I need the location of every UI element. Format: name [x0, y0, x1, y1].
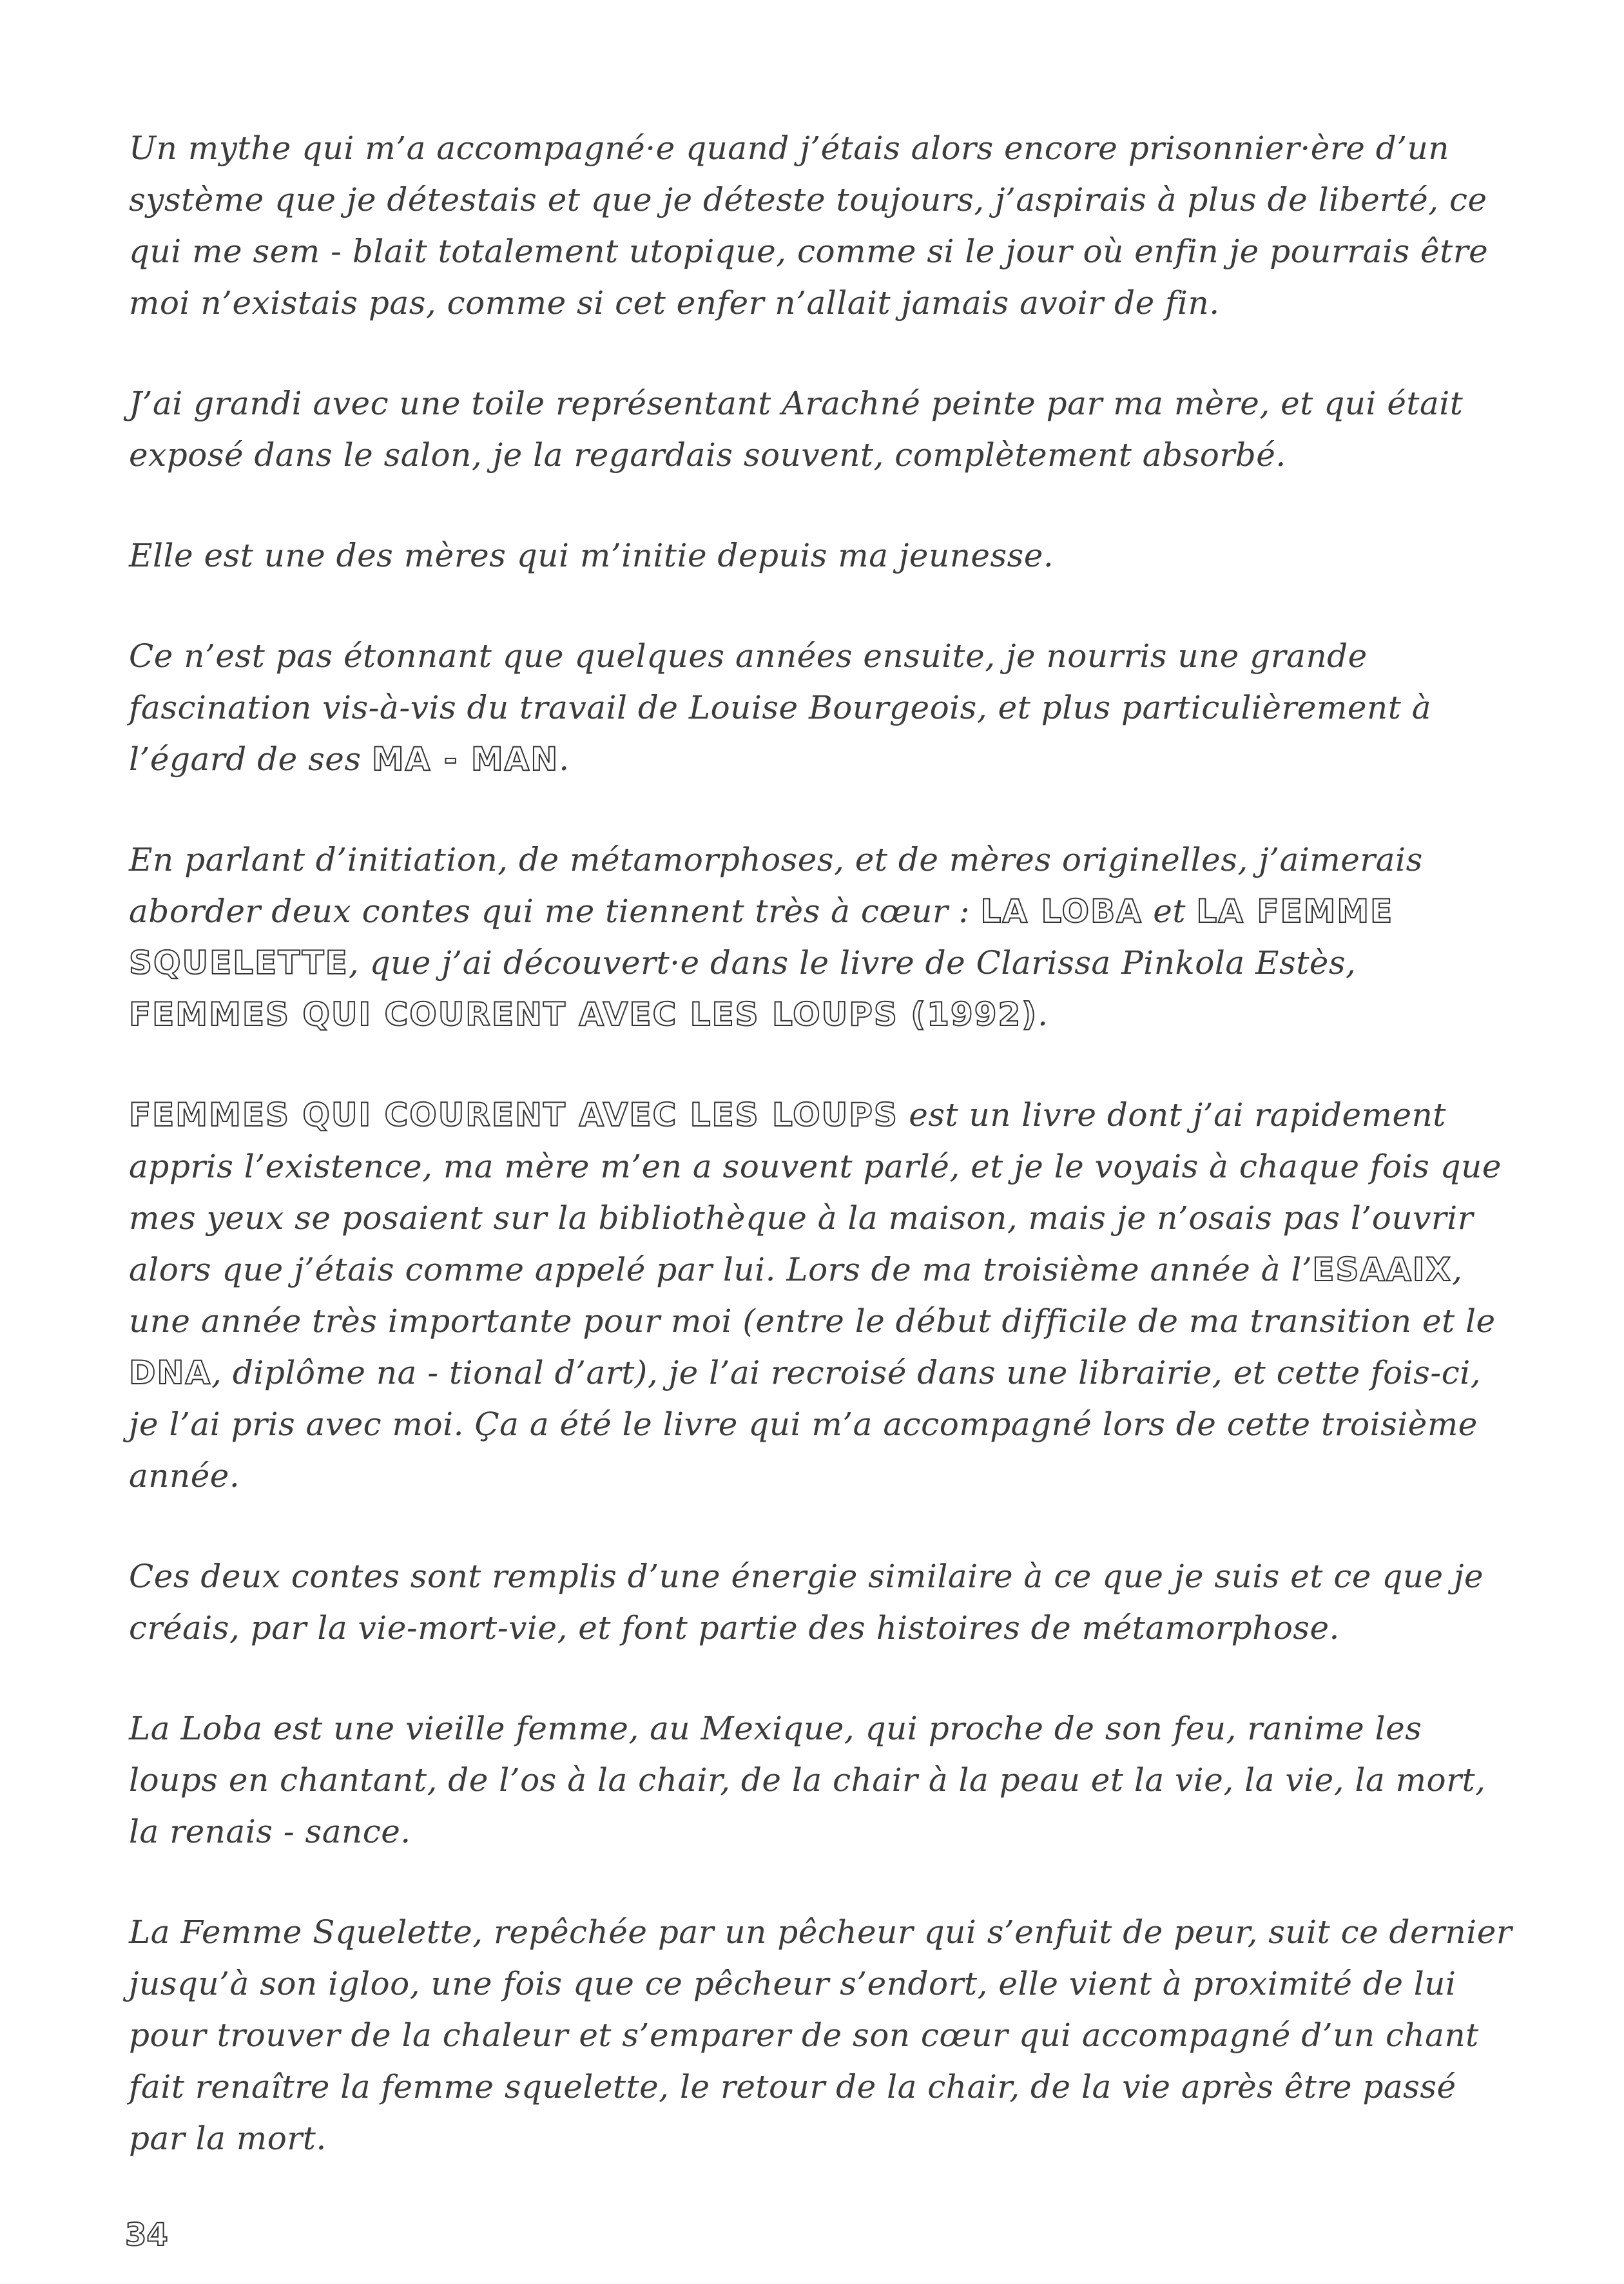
text-run: et: [1142, 893, 1197, 930]
highlighted-title: FEMMES QUI COURENT AVEC LES LOUPS (1992): [129, 996, 1038, 1033]
text-run: .: [1038, 996, 1049, 1033]
paragraph: [129, 378, 1514, 481]
text-run: J’ai grandi avec une toile représentant Arachné peinte par ma mère, et qui était exposé dans le salon, je la regardais souvent, complètement absorbé.: [129, 385, 1464, 474]
text-run: Ce n’est pas étonnant que quelques années ensuite, je nourris une grande fascination vis-à-vis du travail de Louise Bourgeois, et plus particulièrement à l’égard de ses: [129, 637, 1432, 778]
text-run: Ces deux contes sont remplis d’une énergie similaire à ce que je suis et ce que je créais, par la vie-mort-vie, et font partie des histoires de métamorphose.: [129, 1558, 1484, 1647]
paragraph: [129, 1703, 1514, 1857]
text-run: Elle est une des mères qui m’initie depuis ma jeunesse.: [129, 537, 1054, 574]
highlighted-title: ESAAIX: [1312, 1251, 1453, 1288]
highlighted-title: DNA: [129, 1354, 212, 1391]
highlighted-title: FEMMES QUI COURENT AVEC LES LOUPS: [129, 1096, 898, 1134]
text-run: En parlant d’initiation, de métamorphoses, et de mères originelles, j’aimerais aborder deux contes qui me tiennent très à cœur :: [129, 841, 1423, 930]
text-run: est un livre dont j’ai rapidement appris l’existence, ma mère m’en a souvent parlé, et je le voyais à chaque fois que mes yeux se posaient sur la bibliothèque à la maison, mais je n’osais pas l’ouvrir alors que j’étais comme appelé par lui. Lors de ma troisième année à l’: [129, 1096, 1502, 1288]
page-number: 34: [125, 2217, 168, 2253]
body-text: [129, 122, 1514, 2213]
paragraph: [129, 1089, 1514, 1502]
highlighted-title: LA LOBA: [980, 893, 1143, 930]
paragraph: [129, 1551, 1514, 1654]
paragraph: [129, 630, 1514, 785]
highlighted-title: LA FEMME SQUELETTE: [129, 893, 1394, 982]
text-run: La Loba est une vieille femme, au Mexique, qui proche de son feu, ranime les loups en chantant, de l’os à la chair, de la chair à la peau et la vie, la vie, la mort, la renais - sance.: [129, 1710, 1486, 1850]
paragraph: [129, 1906, 1514, 2164]
text-run: , que j’ai découvert·e dans le livre de Clarissa Pinkola Estès,: [348, 944, 1357, 982]
highlighted-title: MA - MAN: [371, 740, 559, 778]
paragraph: [129, 530, 1514, 581]
text-run: , diplôme na - tional d’art), je l’ai recroisé dans une librairie, et cette fois-ci, je l’ai pris avec moi. Ça a été le livre qui m’a accompagné lors de cette troisième année.: [129, 1354, 1482, 1495]
text-run: Un mythe qui m’a accompagné·e quand j’étais alors encore prisonnier·ère d’un système que je détestais et que je déteste toujours, j’aspirais à plus de liberté, ce qui me sem - blait totalement utopique, comme si le jour où enfin je pourrais être moi n’existais pas, comme si cet enfer n’allait jamais avoir de fin.: [129, 130, 1489, 322]
text-run: , une année très importante pour moi (entre le début difficile de ma transition et le: [129, 1251, 1496, 1340]
text-run: La Femme Squelette, repêchée par un pêcheur qui s’enfuit de peur, suit ce dernier jusqu’à son igloo, une fois que ce pêcheur s’endort, elle vient à proximité de lui pour trouver de la chaleur et s’emparer de son cœur qui accompagné d’un chant fait renaître la femme squelette, le retour de la chair, de la vie après être passé par la mort.: [129, 1913, 1513, 2157]
paragraph: [129, 122, 1514, 329]
text-run: .: [559, 740, 570, 778]
paragraph: [129, 834, 1514, 1040]
